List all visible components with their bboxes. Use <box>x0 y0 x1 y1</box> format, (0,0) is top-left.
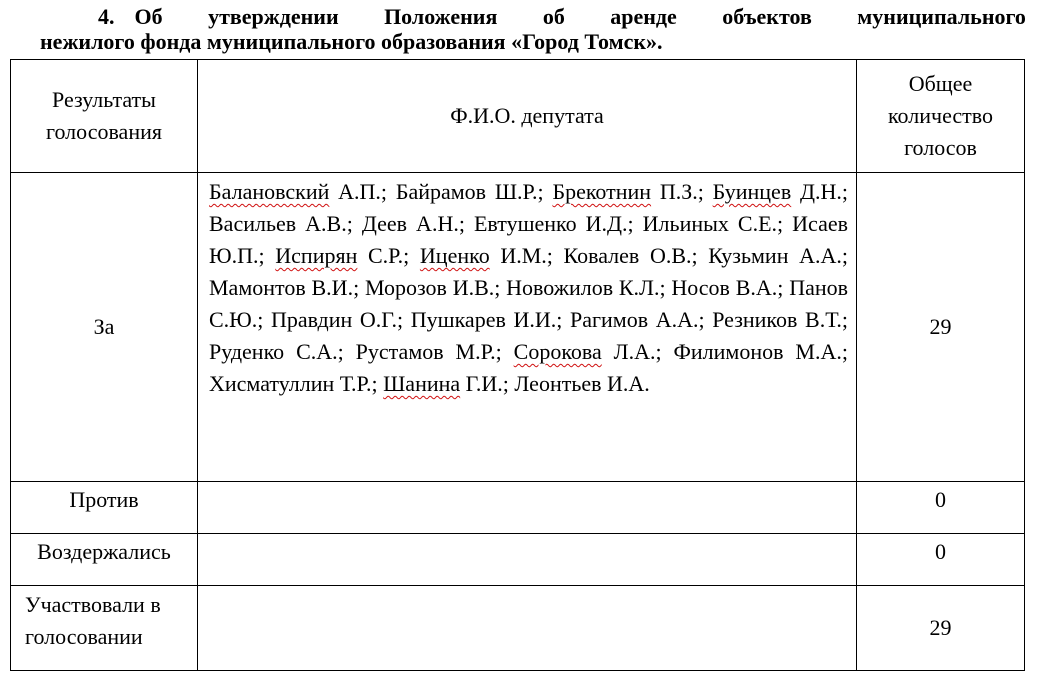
deputy-name: Кузьмин А.А.; <box>708 243 849 268</box>
deputy-name: Ковалев О.В.; <box>563 243 698 268</box>
deputy-name: Испирян С.Р.; <box>275 243 410 268</box>
deputy-name: Резников В.Т.; <box>712 307 849 332</box>
heading-line-1: Об утверждении Положения об аренде объектов муниципального <box>134 4 1026 29</box>
deputy-name: Морозов И.В.; <box>364 275 501 300</box>
deputy-name: Иценко И.М.; <box>419 243 553 268</box>
deputy-name: Буинцев Д.Н.; <box>712 179 849 204</box>
result-against: Против <box>11 482 198 534</box>
result-abstained: Воздержались <box>11 534 198 586</box>
deputy-name: Балановский А.П.; <box>209 179 388 204</box>
header-results: Результаты голосования <box>11 60 198 173</box>
deputy-name: Рагимов А.А.; <box>569 307 705 332</box>
heading-line-2: нежилого фонда муниципального образования «Город Томск». <box>40 29 663 54</box>
deputy-name: Носов В.А.; <box>671 275 784 300</box>
deputy-name: Евтушенко И.Д.; <box>473 211 634 236</box>
count-abstained: 0 <box>857 534 1025 586</box>
deputy-name: Шанина Г.И.; <box>383 371 509 396</box>
table-row-participated <box>11 586 1025 671</box>
deputy-name: Рустамов М.Р.; <box>355 339 502 364</box>
deputy-name: Новожилов К.Л.; <box>506 275 666 300</box>
deputy-names-against <box>198 482 857 534</box>
deputy-name: Панов С.Ю.; <box>209 275 849 332</box>
deputy-name: Исаев Ю.П.; <box>209 211 849 268</box>
deputy-name: Правдин О.Г.; <box>271 307 404 332</box>
agenda-item-heading <box>40 4 1026 54</box>
count-participated: 29 <box>857 586 1025 671</box>
deputy-name: Филимонов М.А.; <box>673 339 848 364</box>
count-for: 29 <box>857 173 1025 482</box>
deputy-names-for <box>198 173 857 482</box>
deputy-name: Брекотнин П.З.; <box>552 179 704 204</box>
deputy-name: Хисматуллин Т.Р.; <box>209 371 378 396</box>
deputy-name: Байрамов Ш.Р.; <box>395 179 544 204</box>
result-participated: Участвовали в голосовании <box>11 586 198 671</box>
count-against: 0 <box>857 482 1025 534</box>
deputy-name: Пушкарев И.И.; <box>410 307 563 332</box>
table-row-against <box>11 482 1025 534</box>
deputy-name: Руденко С.А.; <box>209 339 344 364</box>
table-row-abstained <box>11 534 1025 586</box>
table-header-row <box>11 60 1025 173</box>
deputy-name: Деев А.Н.; <box>361 211 465 236</box>
item-number: 4. <box>98 4 115 29</box>
deputy-name: Ильиных С.Е.; <box>642 211 784 236</box>
voting-results-table <box>10 59 1025 671</box>
deputy-name: Сорокова Л.А.; <box>513 339 662 364</box>
result-for: За <box>11 173 198 482</box>
deputy-names-participated <box>198 586 857 671</box>
header-total-votes: Общее количество голосов <box>857 60 1025 173</box>
deputy-name: Леонтьев И.А. <box>514 371 650 396</box>
table-row-for <box>11 173 1025 482</box>
deputy-name: Мамонтов В.И.; <box>209 275 360 300</box>
deputy-name: Васильев А.В.; <box>209 211 353 236</box>
deputy-names-abstained <box>198 534 857 586</box>
header-deputy-name: Ф.И.О. депутата <box>198 60 857 173</box>
